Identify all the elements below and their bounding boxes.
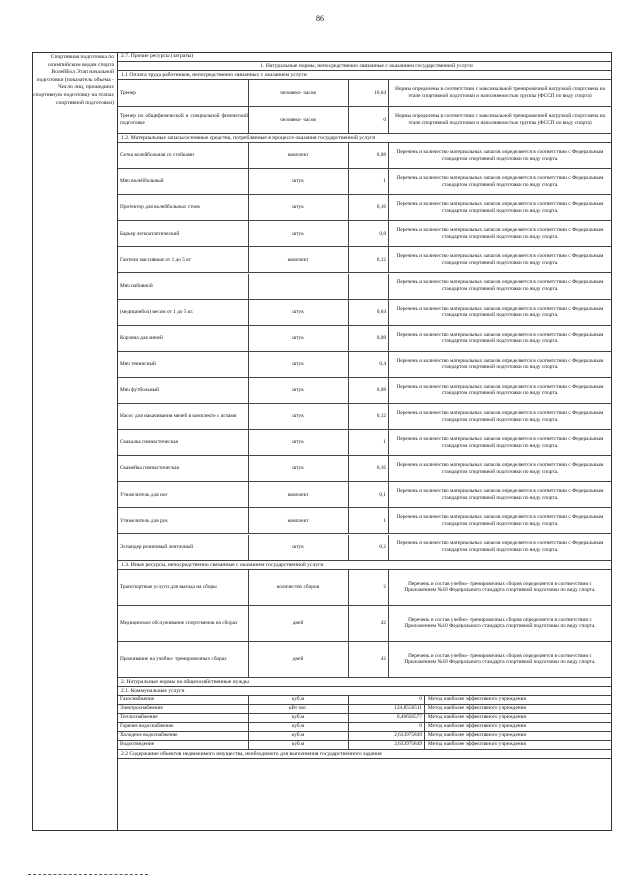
material-row-unit: штук — [292, 361, 304, 368]
material-row — [118, 221, 612, 247]
material-row-divider — [348, 378, 349, 403]
other-row-divider — [388, 570, 389, 605]
material-row-name: Сетка волейбольная со стойками — [120, 152, 195, 159]
utility-row — [118, 741, 612, 750]
material-row-name: Утяжелитель для ног — [120, 491, 168, 498]
utility-row-divider — [348, 705, 349, 713]
section-2-1-heading: 2.1. Коммунальные услуги — [118, 687, 612, 696]
material-row-divider — [248, 326, 249, 351]
material-row-divider — [388, 404, 389, 429]
section-1-2-heading: 1.2. Материальные запасы/основные средства, потребляемые в процессе оказания государственной услуги — [118, 134, 612, 143]
material-row-divider — [348, 326, 349, 351]
material-row-divider — [388, 169, 389, 194]
utility-row-name: Горячее водоснабжение — [120, 723, 174, 730]
utility-row — [118, 723, 612, 732]
left-column-text: Спортивная подготовка по олимпийским видам спорта ВолейБол Этап начальной подготовки (показатель объема - Число лиц, прошедших спортивную подготовку на этапах спортивной подготовки) — [33, 54, 114, 106]
material-row-unit: комплект — [287, 491, 309, 498]
material-row-value: 0,1 — [379, 491, 386, 498]
material-row-value: 0,16 — [376, 204, 386, 211]
material-row-name: Корзина для мячей — [120, 334, 163, 341]
utility-row-name: Теплоснабжение — [120, 714, 158, 721]
material-row-note: Перечень и количество материальных запасов определяется в соответствии с Федеральным стандартом спортивной подготовки по виду спорта. — [396, 514, 604, 527]
material-row-value: 0,2 — [379, 543, 386, 550]
material-row-value: 0,8 — [379, 230, 386, 237]
material-row-note: Перечень и количество материальных запасов определяется в соответствии с Федеральным стандартом спортивной подготовки по виду спорта. — [396, 540, 604, 554]
material-row-note: Перечень и количество материальных запасов определяется в соответствии с Федеральным стандартом спортивной подготовки по виду спорта. — [396, 357, 604, 371]
material-row-divider — [388, 508, 389, 533]
material-row-divider — [348, 195, 349, 220]
labor-row-name: Тренер по общефизической и специальной физической подготовке — [120, 113, 248, 126]
utility-row-name: Электроснабжение — [120, 705, 163, 712]
utility-row-unit: куб.м — [291, 732, 305, 739]
utility-row-value: 0,46656577 — [396, 714, 422, 721]
labor-row-note: Нормы определены в соответствии с максимальной тренировочной нагрузкой спортсмена на этапе спортивной подготовки и наполняемостью группы (ФССП по виду спорта) — [395, 113, 605, 126]
utility-row-unit: кВт час. — [288, 705, 308, 712]
material-row-divider — [388, 326, 389, 351]
material-row — [118, 143, 612, 169]
utility-row — [118, 696, 612, 705]
material-row-name: Мяч теннисный — [120, 361, 156, 368]
material-row-unit: штук — [292, 334, 304, 341]
footer-line — [28, 874, 148, 875]
other-row — [118, 642, 612, 678]
other-row-unit: дней — [292, 655, 304, 662]
material-row-note: Перечень и количество материальных запасов определяется в соответствии с Федеральным стандартом спортивной подготовки по виду спорта. — [396, 383, 604, 397]
other-row-note: Перечень и состав учебно- тренировочных сборов определяется в соответствии с Приложением №10 Федерального стандарта спортивной подготовки по виду спорта. — [404, 580, 596, 594]
utility-row-divider — [424, 723, 425, 731]
material-row-note: Перечень и количество материальных запасов определяется в соответствии с Федеральным стандартом спортивной подготовки по виду спорта. — [396, 305, 604, 319]
labor-row-value: 0 — [383, 116, 386, 123]
other-row-name: Медицинское обслуживание спортсменов на сборах — [120, 619, 238, 626]
material-row-value: 0,08 — [376, 152, 386, 159]
other-row-name: Транспортные услуги для выезда на сборы — [120, 583, 217, 590]
material-row-divider — [248, 535, 249, 560]
material-row-name: Протектор для волейбольных стоек — [120, 204, 200, 211]
other-row-note: Перечень и состав учебно- тренировочных сборов определяется в соответствии с Приложением №10 Федерального стандарта спортивной подготовки по виду спорта. — [404, 616, 596, 630]
material-row-note: Перечень и количество материальных запасов определяется в соответствии с Федеральным стандартом спортивной подготовки по виду спорта. — [396, 175, 604, 188]
material-row-divider — [248, 404, 249, 429]
utility-row-note: Метод наиболее эффективного учреждения — [428, 696, 526, 703]
other-row — [118, 606, 612, 642]
other-row-divider — [248, 570, 249, 605]
material-row-unit: комплект — [287, 517, 309, 524]
material-row-name: Гантели массивные от 1 до 5 кг — [120, 256, 191, 263]
section-2-2-heading: 2.2 Содержание объектов недвижимого имущества, необходимого для выполнения государственного задания — [118, 750, 612, 759]
material-row-divider — [388, 195, 389, 220]
material-row-value: 0,64 — [376, 308, 386, 315]
utility-row-unit: куб.м — [291, 741, 305, 748]
other-row-name: Проживание на учебно- тренировочных сборах — [120, 655, 227, 662]
other-row-unit: количество сборов — [276, 583, 320, 590]
utility-row-unit: куб.м — [291, 723, 305, 730]
utility-row-note: Метод наиболее эффективного учреждения — [428, 732, 526, 739]
material-row-value: 0,12 — [376, 256, 386, 263]
utility-row-value: 0 — [419, 723, 422, 730]
material-row-value: 0,08 — [376, 387, 386, 394]
material-row-note: Перечень и количество материальных запасов определяется в соответствии с Федеральным стандартом спортивной подготовки по виду спорта. — [396, 409, 604, 423]
material-row-divider — [248, 300, 249, 325]
utility-row-divider — [348, 714, 349, 722]
utility-row-value: 2,633975849 — [394, 741, 422, 748]
labor-row-divider — [348, 107, 349, 133]
labor-row-unit: человеко- часов — [280, 116, 316, 123]
utility-row-value: 124,8556511 — [394, 705, 422, 712]
material-row-name: Эспандер резиновый ленточный — [120, 543, 194, 550]
material-row-value: 0,08 — [376, 334, 386, 341]
material-row-name: Скакалка гимнастическая — [120, 439, 178, 446]
material-row-unit: штук — [292, 387, 304, 394]
material-row-value: 1 — [383, 178, 386, 185]
material-row-divider — [248, 456, 249, 481]
material-row — [118, 247, 612, 273]
header-row: 2.7. Прочие ресурсы (затраты) — [118, 52, 612, 62]
utility-row-divider — [348, 732, 349, 740]
utility-row-divider — [248, 732, 249, 740]
section-1-heading: 1. Натуральные нормы, непосредственно связанные с оказанием государственной услуги — [118, 62, 612, 71]
material-row-divider — [348, 300, 349, 325]
material-row-value: 0,12 — [376, 413, 386, 420]
material-row-divider — [248, 169, 249, 194]
utility-row-divider — [348, 741, 349, 749]
material-row — [118, 535, 612, 561]
left-column-cell — [32, 52, 118, 831]
material-row-note: Перечень и количество материальных запасов определяется в соответствии с Федеральным стандартом спортивной подготовки по виду спорта. — [396, 227, 604, 240]
utility-row-divider — [424, 696, 425, 704]
material-row-divider — [388, 247, 389, 272]
utility-row-unit: куб.м — [291, 696, 305, 703]
material-row-name: Мяч волейбольный — [120, 178, 164, 185]
utility-row-divider — [248, 705, 249, 713]
material-row — [118, 456, 612, 482]
material-row-divider — [248, 247, 249, 272]
material-row — [118, 195, 612, 221]
material-row-name: Мяч набивной — [120, 282, 153, 289]
material-row — [118, 326, 612, 352]
material-row-note: Перечень и количество материальных запасов определяется в соответствии с Федеральным стандартом спортивной подготовки по виду спорта. — [396, 462, 604, 475]
page-number: 86 — [316, 14, 324, 23]
material-row-unit: штук — [292, 178, 304, 185]
material-row-unit: штук — [292, 465, 304, 472]
material-row-divider — [388, 378, 389, 403]
utility-row-note: Метод наиболее эффективного учреждения — [428, 741, 526, 748]
material-row-divider — [348, 221, 349, 246]
labor-row-name: Тренер — [120, 89, 136, 96]
material-row-name: Барьер легкоатлетический — [120, 230, 180, 237]
material-row — [118, 482, 612, 508]
material-row-divider — [248, 352, 249, 377]
utility-row-name: Водоотведение — [120, 741, 155, 748]
utility-row-unit: куб.м — [291, 714, 305, 721]
material-row-divider — [388, 221, 389, 246]
utility-row-divider — [348, 696, 349, 704]
utility-row-value: 2,633975849 — [394, 732, 422, 739]
material-row-divider — [388, 352, 389, 377]
other-row — [118, 570, 612, 606]
labor-row-unit: человеко- часов — [280, 89, 316, 96]
utility-row-divider — [248, 696, 249, 704]
material-row-name: Утяжелитель для рук — [120, 517, 168, 524]
material-row-value: 0,4 — [379, 361, 386, 368]
material-row-divider — [248, 274, 249, 299]
utility-row-divider — [348, 723, 349, 731]
material-row-divider — [348, 482, 349, 507]
material-row-value: 0,16 — [376, 465, 386, 472]
other-row-divider — [348, 642, 349, 677]
material-row-value: 1 — [383, 517, 386, 524]
utility-row-divider — [248, 723, 249, 731]
material-row-unit: штук — [292, 543, 304, 550]
labor-row-divider — [248, 80, 249, 106]
section-1-3-heading: 1.3. Иные ресурсы, непосредственно связанные с оказанием государственной услуги — [118, 561, 612, 570]
material-row-name: Насос для накачивания мячей в комплекте с иглами — [120, 413, 237, 420]
material-row — [118, 274, 612, 300]
material-row-unit: штук — [292, 413, 304, 420]
material-row-note: Перечень и количество материальных запасов определяется в соответствии с Федеральным стандартом спортивной подготовки по виду спорта. — [396, 253, 604, 266]
other-row-note: Перечень и состав учебно- тренировочных сборов определяется в соответствии с Приложением №10 Федерального стандарта спортивной подготовки по виду спорта. — [404, 652, 596, 666]
material-row-unit: штук — [292, 230, 304, 237]
material-row-divider — [248, 430, 249, 455]
material-row-note: Перечень и количество материальных запасов определяется в соответствии с Федеральным стандартом спортивной подготовки по виду спорта. — [396, 201, 604, 214]
material-row-divider — [388, 482, 389, 507]
material-row-note: Перечень и количество материальных запасов определяется в соответствии с Федеральным стандартом спортивной подготовки по виду спорта. — [396, 488, 604, 501]
section-1-1-heading: 1.1 Оплата труда работников, непосредственно связанных с оказанием услуги — [118, 71, 612, 80]
labor-row-value: 16,64 — [374, 89, 386, 96]
material-row-unit: штук — [292, 204, 304, 211]
utility-row-divider — [424, 714, 425, 722]
utility-row-value: 0 — [419, 696, 422, 703]
other-row-value: 42 — [380, 655, 386, 662]
material-row-divider — [388, 274, 389, 299]
section-2-heading: 2. Натуральные нормы на общехозяйственные нужды — [118, 678, 612, 687]
material-row-divider — [348, 274, 349, 299]
material-row — [118, 430, 612, 456]
material-row-divider — [348, 456, 349, 481]
material-row — [118, 404, 612, 430]
material-row-value: 1 — [383, 439, 386, 446]
other-row-divider — [388, 606, 389, 641]
labor-row-note: Нормы определены в соответствии с максимальной тренировочной нагрузкой спортсмена на этапе спортивной подготовки и наполняемостью группы (ФССП по виду спорта) — [395, 86, 605, 99]
utility-row-note: Метод наиболее эффективного учреждения — [428, 705, 526, 712]
material-row-value — [348, 274, 388, 299]
material-row-divider — [348, 535, 349, 560]
material-row-unit: штук — [292, 308, 304, 315]
utility-row-divider — [424, 741, 425, 749]
material-row-divider — [348, 508, 349, 533]
utility-row-divider — [424, 732, 425, 740]
material-row-divider — [248, 508, 249, 533]
material-row-name: Мяч футбольный — [120, 387, 159, 394]
utility-row-note: Метод наиболее эффективного учреждения — [428, 723, 526, 730]
utility-row-divider — [424, 705, 425, 713]
labor-row — [118, 107, 612, 134]
labor-row-divider — [248, 107, 249, 133]
other-row-divider — [388, 642, 389, 677]
material-row-divider — [348, 430, 349, 455]
material-row-divider — [248, 195, 249, 220]
utility-row-divider — [248, 714, 249, 722]
material-row-divider — [248, 143, 249, 168]
material-row-divider — [388, 430, 389, 455]
material-row-divider — [388, 143, 389, 168]
material-row-divider — [388, 300, 389, 325]
material-row-divider — [348, 143, 349, 168]
material-row-divider — [348, 352, 349, 377]
material-row-name: (медицинбол) весом от 1 до 5 кг. — [120, 308, 194, 315]
utility-row-note: Метод наиболее эффективного учреждения — [428, 714, 526, 721]
other-row-value: 42 — [380, 619, 386, 626]
material-row-divider — [248, 378, 249, 403]
labor-row — [118, 80, 612, 107]
labor-row-divider — [348, 80, 349, 106]
material-row-unit: штук — [292, 439, 304, 446]
material-row-name: Скамейка гимнастическая — [120, 465, 179, 472]
material-row-divider — [388, 535, 389, 560]
other-row-divider — [248, 642, 249, 677]
material-row-divider — [348, 404, 349, 429]
other-row-divider — [348, 570, 349, 605]
material-row — [118, 352, 612, 378]
material-row-divider — [248, 221, 249, 246]
material-row-unit — [248, 274, 348, 299]
material-row-note: Перечень и количество материальных запасов определяется в соответствии с Федеральным стандартом спортивной подготовки по виду спорта. — [396, 279, 604, 293]
utility-row — [118, 714, 612, 723]
material-row — [118, 169, 612, 195]
material-row-note: Перечень и количество материальных запасов определяется в соответствии с Федеральным стандартом спортивной подготовки по виду спорта. — [396, 148, 604, 162]
material-row — [118, 378, 612, 404]
material-row-unit: комплект — [287, 256, 309, 263]
material-row-divider — [348, 169, 349, 194]
other-row-divider — [248, 606, 249, 641]
utility-row — [118, 705, 612, 714]
utility-row-name: Холодное водоснабжение — [120, 732, 178, 739]
material-row — [118, 300, 612, 326]
other-row-unit: дней — [292, 619, 304, 626]
material-row-divider — [388, 456, 389, 481]
material-row-divider — [348, 247, 349, 272]
material-row — [118, 508, 612, 534]
utility-row-name: Газоснабжение — [120, 696, 155, 703]
utility-row — [118, 732, 612, 741]
labor-row-divider — [388, 80, 389, 106]
material-row-divider — [248, 482, 249, 507]
material-row-unit: комплект — [287, 152, 309, 159]
material-row-note: Перечень и количество материальных запасов определяется в соответствии с Федеральным стандартом спортивной подготовки по виду спорта. — [396, 331, 604, 345]
other-row-value: 2 — [383, 583, 386, 590]
utility-row-divider — [248, 741, 249, 749]
labor-row-divider — [388, 107, 389, 133]
other-row-divider — [348, 606, 349, 641]
material-row-note: Перечень и количество материальных запасов определяется в соответствии с Федеральным стандартом спортивной подготовки по виду спорта. — [396, 436, 604, 449]
